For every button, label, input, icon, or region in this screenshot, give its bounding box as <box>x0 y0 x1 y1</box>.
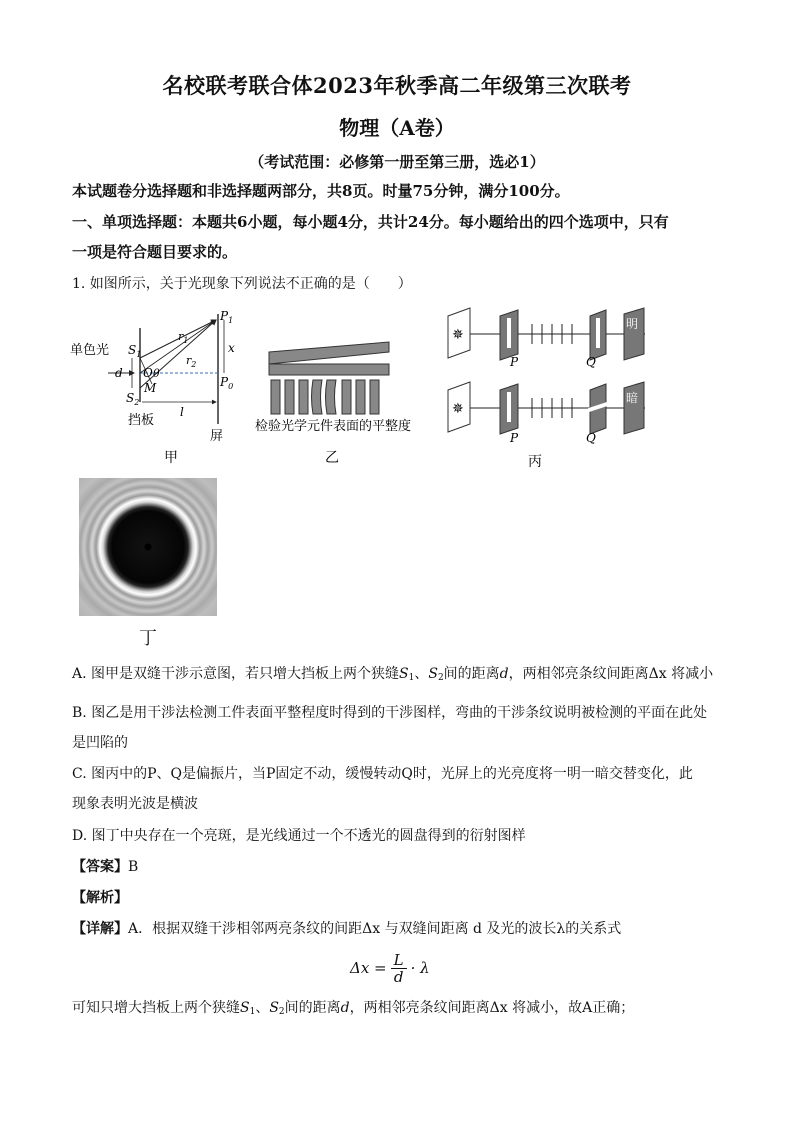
option-B-line1: B. 图乙是用干涉法检测工件表面平整程度时得到的干涉图样，弯曲的干涉条纹说明被检测的平面在此处 <box>72 705 708 721</box>
label-x: x <box>228 341 235 355</box>
option-C-line2: 现象表明光波是横波 <box>72 796 198 812</box>
formula-numerator: L <box>391 952 407 969</box>
caption-bing: 丙 <box>528 454 542 470</box>
fringe-pattern <box>271 380 379 414</box>
label-screen: 屏 <box>210 429 224 444</box>
sparkle-icon: ✵ <box>452 327 464 343</box>
label-Q-top: Q <box>586 355 596 369</box>
label-M: M <box>144 381 157 395</box>
exam-title: 名校联考联合体2023年秋季高二年级第三次联考 <box>162 73 632 98</box>
label-Q-bottom: Q <box>586 431 596 445</box>
label-l: l <box>180 405 184 419</box>
label-light: 单色光 <box>70 343 110 358</box>
label-r2: $r_2$ <box>186 354 197 369</box>
label-theta: θ <box>153 367 160 380</box>
label-P-top: P <box>510 355 519 369</box>
label-d: d <box>115 366 123 380</box>
figure-ding-diffraction <box>79 478 217 616</box>
figure-jia <box>68 306 248 466</box>
section-heading-line2: 一项是符合题目要求的。 <box>72 243 238 261</box>
exam-intro: 本试题卷分选择题和非选择题两部分，共8页。时量75分钟，满分100分。 <box>72 182 570 200</box>
formula-denominator: d <box>393 967 404 986</box>
caption-ding: 丁 <box>139 628 157 649</box>
label-dark: 暗 <box>626 391 639 405</box>
option-D: D. 图丁中央存在一个亮斑，是光线通过一个不透光的圆盘得到的衍射图样 <box>72 828 526 844</box>
label-r1: $r_1$ <box>178 330 189 345</box>
exam-scope: （考试范围：必修第一册至第三册，选必1） <box>249 153 545 171</box>
label-P-bottom: P <box>510 431 519 445</box>
answer-line: 【答案】B <box>72 859 139 875</box>
label-S1: $S_1$ <box>128 343 142 359</box>
caption-jia: 甲 <box>164 450 178 466</box>
label-baffle: 挡板 <box>128 413 155 428</box>
screen-bottom <box>624 382 644 434</box>
label-O: O <box>143 366 153 380</box>
exam-subtitle: 物理（A卷） <box>339 116 455 140</box>
option-B-line2: 是凹陷的 <box>72 735 128 751</box>
formula: Δx = $\frac{L}{d}$ · λ <box>350 950 430 986</box>
section-heading-line1: 一、单项选择题：本题共6小题，每小题4分，共计24分。每小题给出的四个选项中，只有 <box>72 213 669 231</box>
figure-yi <box>255 340 435 466</box>
detail-line: 【详解】A．根据双缝干涉相邻两亮条纹的间距Δx 与双缝间距离 d 及光的波长λ的关系式 <box>72 921 622 937</box>
wedge-plate <box>269 342 389 364</box>
conclusion-line: 可知只增大挡板上两个狭缝$S_1$、$S_2$间的距离d，两相邻亮条纹间距离Δx 将减小，故A正确； <box>72 1000 635 1017</box>
flat-plate <box>269 364 389 375</box>
label-flatness: 检验光学元件表面的平整度 <box>255 419 412 434</box>
caption-yi: 乙 <box>325 450 339 466</box>
option-C-line1: C. 图丙中的P、Q是偏振片，当P固定不动，缓慢转动Q时，光屏上的光亮度将一明一暗交替变化，此 <box>72 766 693 782</box>
sparkle-icon: ✵ <box>452 401 464 417</box>
label-P1: $P_1$ <box>220 309 234 325</box>
label-P0: $P_0$ <box>220 375 234 391</box>
screen-top <box>624 308 644 360</box>
label-S2: $S_2$ <box>126 391 140 407</box>
label-bright: 明 <box>626 317 639 331</box>
figure-bing <box>430 304 670 470</box>
question-stem: 1. 如图所示，关于光现象下列说法不正确的是（ ） <box>72 276 412 292</box>
analysis-label: 【解析】 <box>72 890 128 906</box>
option-A: A. 图甲是双缝干涉示意图，若只增大挡板上两个狭缝$S_1$、$S_2$间的距离d，两相邻亮条纹间距离Δx 将减小 <box>72 666 714 683</box>
